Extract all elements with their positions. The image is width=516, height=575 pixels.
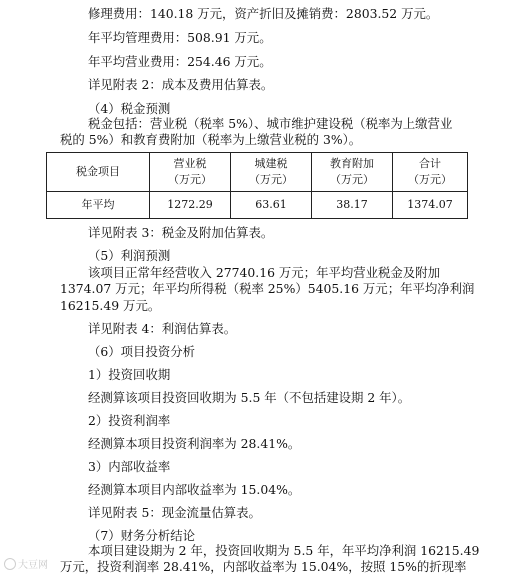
header-label: 营业税 xyxy=(173,157,207,170)
text-line: 1374.07 万元；年平均所得税（税率 25%）5405.16 万元；年平均净利润 xyxy=(60,281,475,296)
watermark-logo-icon xyxy=(4,558,16,570)
header-label: 教育附加 xyxy=(330,157,374,170)
table-row xyxy=(47,192,468,219)
text-line: 年平均营业费用：254.46 万元。 xyxy=(88,54,272,69)
watermark xyxy=(4,556,48,571)
text-line: 该项目正常年经营收入 27740.16 万元；年平均营业税金及附加 xyxy=(88,265,440,280)
header-unit: （万元） xyxy=(408,173,452,186)
text-line: 经测算该项目投资回收期为 5.5 年（不包括建设期 2 年）。 xyxy=(88,390,411,405)
header-unit: （万元） xyxy=(168,173,212,186)
table-header-cell xyxy=(47,153,150,192)
table-cell: 38.17 xyxy=(312,192,393,219)
section-heading: （6）项目投资分析 xyxy=(88,344,196,359)
section-heading: （5）利润预测 xyxy=(88,248,171,263)
text-line: 详见附表 5：现金流量估算表。 xyxy=(88,505,261,520)
text-line: 经测算本项目内部收益率为 15.04%。 xyxy=(88,482,301,497)
text-line: 本项目建设期为 2 年，投资回收期为 5.5 年，年平均净利润 16215.49 xyxy=(88,543,480,558)
table-header-row xyxy=(47,153,468,192)
subsection-heading: 2）投资利润率 xyxy=(88,413,171,428)
text-line: 详见附表 4：利润估算表。 xyxy=(88,321,237,336)
header-label: 合计 xyxy=(419,157,441,170)
text-line: 经测算本项目投资利润率为 28.41%。 xyxy=(88,436,301,451)
table-cell: 1272.29 xyxy=(150,192,231,219)
table-header-cell xyxy=(393,153,468,192)
watermark-text: 大豆网 xyxy=(18,560,48,571)
text-line: 年平均管理费用：508.91 万元。 xyxy=(88,30,272,45)
header-label: 城建税 xyxy=(254,157,288,170)
text-line: 税金包括：营业税（税率 5%）、城市维护建设税（税率为上缴营业 xyxy=(88,116,453,131)
table-header-cell xyxy=(231,153,312,192)
text-line: 详见附表 2：成本及费用估算表。 xyxy=(88,77,274,92)
header-label: 税金项目 xyxy=(76,165,120,178)
text-line: 修理费用：140.18 万元，资产折旧及摊销费：2803.52 万元。 xyxy=(88,6,439,21)
table-header-cell xyxy=(150,153,231,192)
text-line: 16215.49 万元。 xyxy=(60,298,161,313)
table-cell: 年平均 xyxy=(47,192,150,219)
table-cell: 1374.07 xyxy=(393,192,468,219)
subsection-heading: 3）内部收益率 xyxy=(88,459,171,474)
text-line: 万元，投资利润率 28.41%，内部收益率为 15.04%，按照 15%的折现率 xyxy=(60,559,467,574)
table-header-cell xyxy=(312,153,393,192)
table-cell: 63.61 xyxy=(231,192,312,219)
header-unit: （万元） xyxy=(249,173,293,186)
section-heading: （4）税金预测 xyxy=(88,101,171,116)
text-line: 税的 5%）和教育费附加（税率为上缴营业税的 3%）。 xyxy=(60,132,362,147)
subsection-heading: 1）投资回收期 xyxy=(88,367,171,382)
header-unit: （万元） xyxy=(330,173,374,186)
tax-table xyxy=(46,152,468,219)
section-heading: （7）财务分析结论 xyxy=(88,528,196,543)
text-line: 详见附表 3：税金及附加估算表。 xyxy=(88,225,274,240)
